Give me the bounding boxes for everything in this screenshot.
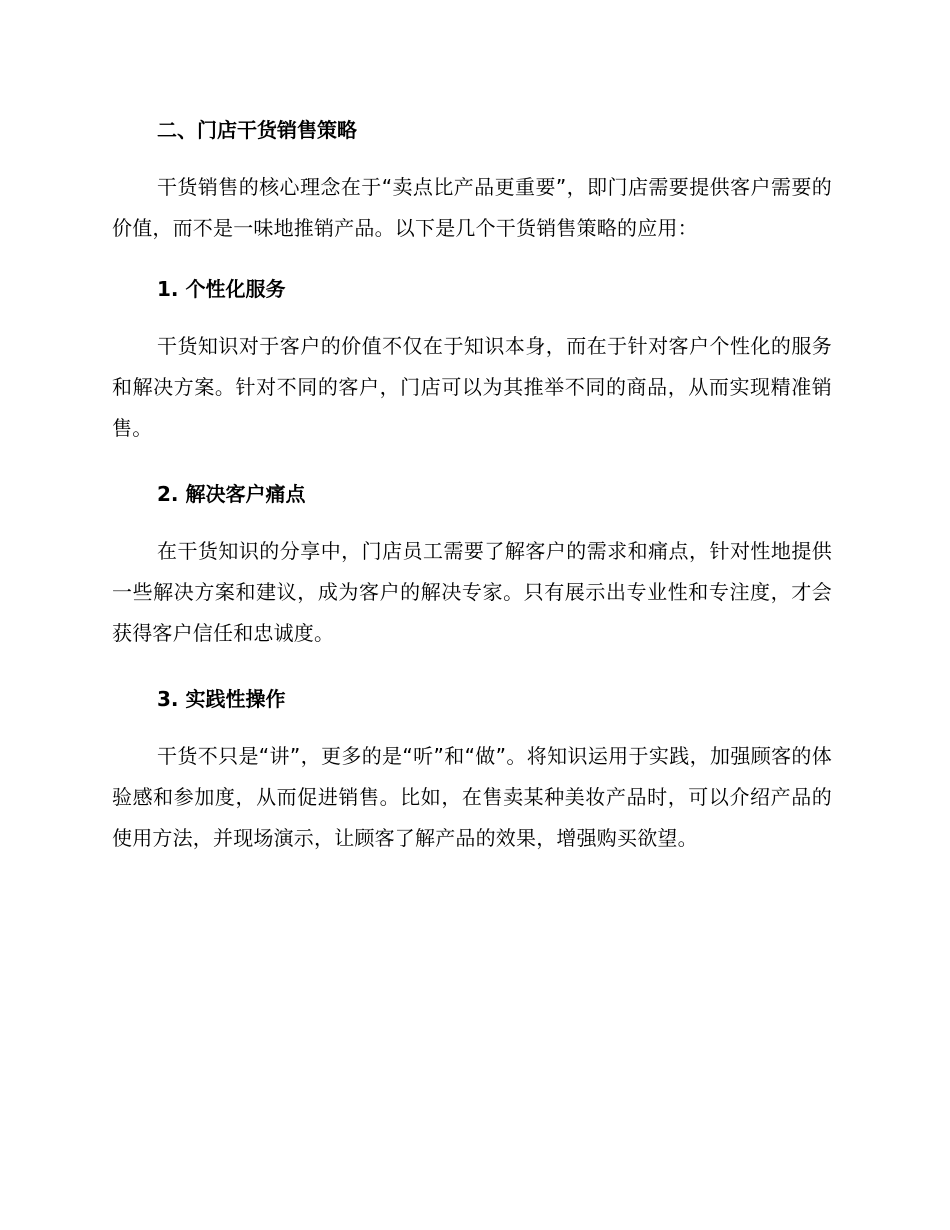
strategy-heading-3: 3. 实践性操作 [157, 687, 286, 711]
intro-paragraph: 干货销售的核心理念在于“卖点比产品更重要”，即门店需要提供客户需要的价值，而不是一味地推销产品。以下是几个干货销售策略的应用： [112, 175, 832, 240]
strategy-heading-1: 1. 个性化服务 [157, 277, 286, 301]
section-title: 二、门店干货销售策略 [157, 118, 357, 142]
strategy-paragraph-3: 干货不只是“讲”，更多的是“听”和“做”。将知识运用于实践，加强顾客的体验感和参加度，从而促进销售。比如，在售卖某种美妆产品时，可以介绍产品的使用方法，并现场演示，让顾客了解产品的效果，增强购买欲望。 [112, 744, 832, 850]
strategy-heading-2: 2. 解决客户痛点 [157, 482, 306, 506]
strategy-paragraph-1: 干货知识对于客户的价值不仅在于知识本身，而在于针对客户个性化的服务和解决方案。针对不同的客户，门店可以为其推举不同的商品，从而实现精准销售。 [112, 334, 832, 440]
strategy-paragraph-2: 在干货知识的分享中，门店员工需要了解客户的需求和痛点，针对性地提供一些解决方案和建议，成为客户的解决专家。只有展示出专业性和专注度，才会获得客户信任和忠诚度。 [112, 539, 832, 645]
